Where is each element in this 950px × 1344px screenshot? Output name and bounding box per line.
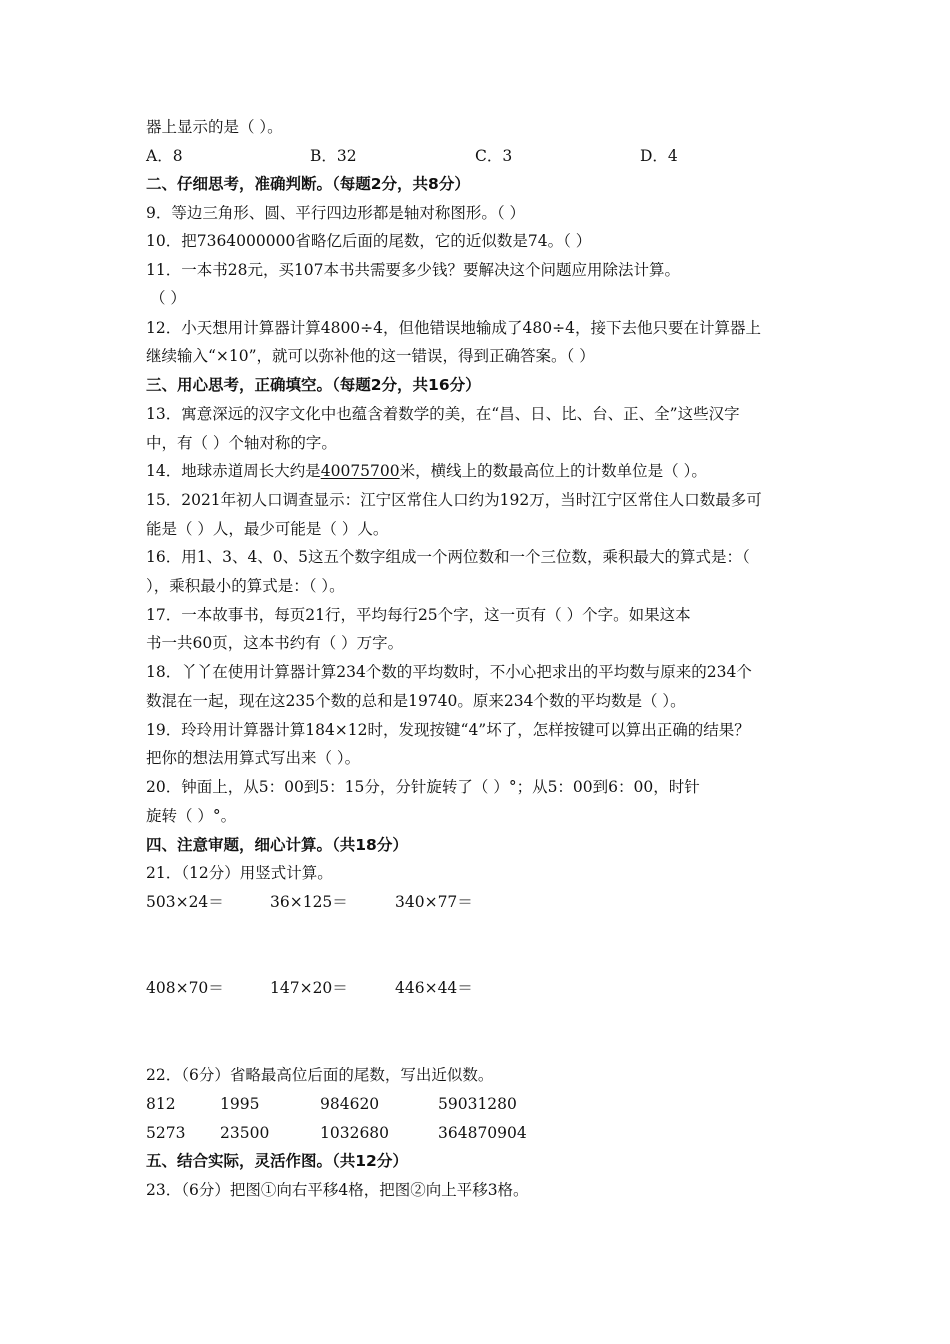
q14-before: 14．地球赤道周长大约是 [146,462,321,480]
q14-after: 米，横线上的数最高位上的计数单位是（ ）。 [399,462,707,480]
q8-stem-end: 器上显示的是（ ）。 [146,118,283,136]
q12-line1: 12．小天想用计算器计算4800÷4，但他错误地输成了480÷4，接下去他只要在计算器上 [146,319,761,337]
q22-number: 984620 [320,1095,380,1113]
q8-option-d: D．4 [640,147,678,165]
q23: 23．（6分）把图①向右平移4格，把图②向上平移3格。 [146,1181,529,1199]
q14 [146,461,707,481]
q21-expr: 408×70＝ [146,979,224,997]
q22-number: 812 [146,1095,176,1113]
q22-number: 1995 [220,1095,260,1113]
q13-line1: 13．寓意深远的汉字文化中也蕴含着数学的美，在“昌、日、比、台、正、全”这些汉字 [146,405,740,423]
q19-line2: 把你的想法用算式写出来（ ）。 [146,749,361,767]
section-5-title: 五、结合实际，灵活作图。（共12分） [146,1152,408,1170]
q20-line2: 旋转（ ）°。 [146,807,237,825]
section-2-title: 二、仔细思考，准确判断。（每题2分，共8分） [146,175,470,193]
q8-option-c: C．3 [475,147,513,165]
q12-line2: 继续输入“×10”，就可以弥补他的这一错误，得到正确答案。（ ） [146,347,595,365]
q17-line2: 书一共60页，这本书约有（ ）万字。 [146,634,404,652]
q10: 10．把7364000000省略亿后面的尾数，它的近似数是74。（ ） [146,232,592,250]
q11-line2: （ ） [150,289,186,307]
q21-expr: 503×24＝ [146,893,224,911]
q21-instruction: 21．（12分）用竖式计算。 [146,864,333,882]
q16-line1: 16．用1、3、4、0、5这五个数字组成一个两位数和一个三位数，乘积最大的算式是：（ [146,548,750,566]
q21-expr: 36×125＝ [270,893,348,911]
q9: 9．等边三角形、圆、平行四边形都是轴对称图形。（ ） [146,204,526,222]
q14-underlined-number: 40075700 [320,462,400,480]
q22-number: 364870904 [438,1124,527,1142]
section-3-title: 三、用心思考，正确填空。（每题2分，共16分） [146,376,481,394]
q22-number: 5273 [146,1124,186,1142]
q21-expr: 446×44＝ [395,979,473,997]
q21-expr: 340×77＝ [395,893,473,911]
q15-line2: 能是（ ）人，最少可能是（ ）人。 [146,520,389,538]
q11-line1: 11．一本书28元，买107本书共需要多少钱？要解决这个问题应用除法计算。 [146,261,681,279]
q8-option-a: A．8 [146,147,183,165]
q8-option-b: B．32 [310,147,357,165]
q22-instruction: 22．（6分）省略最高位后面的尾数，写出近似数。 [146,1066,494,1084]
q22-number: 23500 [220,1124,270,1142]
section-4-title: 四、注意审题，细心计算。（共18分） [146,836,408,854]
q18-line2: 数混在一起，现在这235个数的总和是19740。原来234个数的平均数是（ ）。 [146,692,686,710]
q20-line1: 20．钟面上，从5：00到5：15分，分针旋转了（ ）°；从5：00到6：00，时针 [146,778,700,796]
q15-line1: 15．2021年初人口调查显示：江宁区常住人口约为192万，当时江宁区常住人口数最多可 [146,491,762,509]
q19-line1: 19．玲玲用计算器计算184×12时，发现按键“4”坏了，怎样按键可以算出正确的结果？ [146,721,750,739]
q18-line1: 18．丫丫在使用计算器计算234个数的平均数时，不小心把求出的平均数与原来的234个 [146,663,752,681]
q17-line1: 17．一本故事书，每页21行，平均每行25个字，这一页有（ ）个字。如果这本 [146,606,691,624]
q22-number: 1032680 [320,1124,390,1142]
q22-number: 59031280 [438,1095,517,1113]
q21-expr: 147×20＝ [270,979,348,997]
q13-line2: 中，有（ ）个轴对称的字。 [146,434,337,452]
q16-line2: ），乘积最小的算式是：（ ）。 [146,577,345,595]
